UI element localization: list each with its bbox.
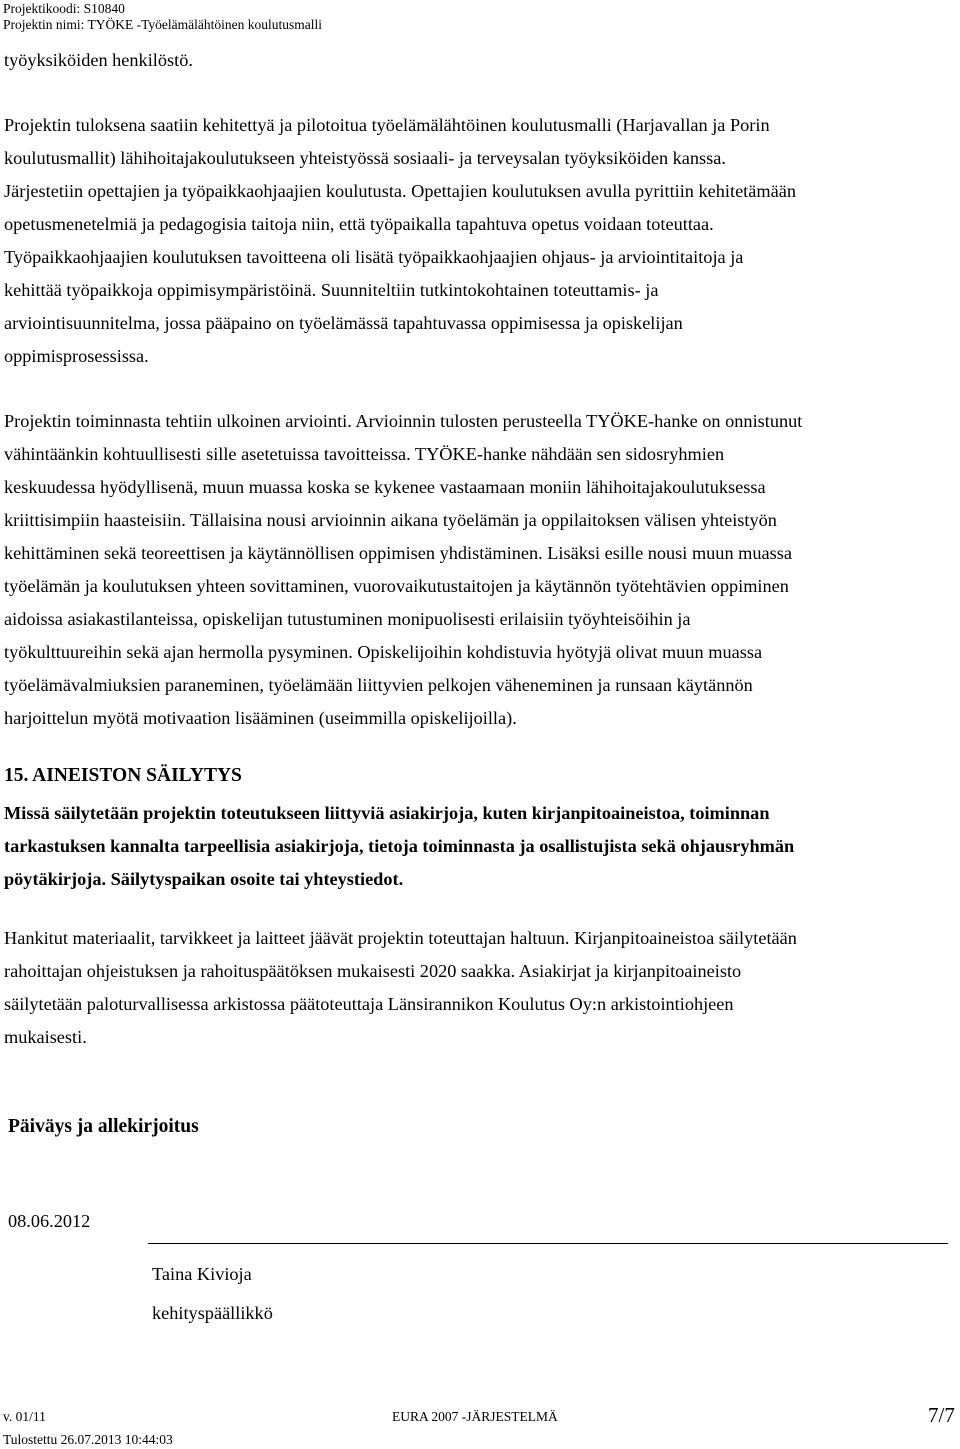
text-line: Hankitut materiaalit, tarvikkeet ja laitteet jäävät projektin toteuttajan haltuun. Kirjanpitoaineistoa säilytetään: [4, 928, 797, 948]
project-code: Projektikoodi: S10840: [3, 1, 125, 16]
text-line: Projektin tuloksena saatiin kehitettyä ja pilotoitua työelämälähtöinen koulutusmalli (Harjavallan ja Porin: [4, 115, 770, 135]
text-line: Projektin toiminnasta tehtiin ulkoinen arviointi. Arvioinnin tulosten perusteella TYÖKE-hanke on onnistunut: [4, 411, 803, 431]
text-line: työelämän ja koulutuksen yhteen sovittaminen, vuorovaikutustaitojen ja käytännön työtehtävien oppiminen: [4, 576, 789, 596]
signature-heading: Päiväys ja allekirjoitus: [8, 1116, 199, 1137]
signature-line: [148, 1243, 948, 1244]
paragraph-results: [4, 109, 956, 373]
section-heading: 15. AINEISTON SÄILYTYS: [4, 765, 242, 786]
text-line: Järjestetiin opettajien ja työpaikkaohjaajien koulutusta. Opettajien koulutuksen avulla pyrittiin kehitetämään: [4, 181, 796, 201]
text-line: koulutusmallit) lähihoitajakoulutukseen yhteistyössä sosiaali- ja terveysalan työyksiköiden kanssa.: [4, 148, 726, 168]
text-line: tarkastuksen kannalta tarpeellisia asiakirjoja, tietoja toiminnasta ja osallistujista sekä ohjausryhmän: [4, 836, 795, 856]
text-line: pöytäkirjoja. Säilytyspaikan osoite tai yhteystiedot.: [4, 869, 404, 889]
text-line: rahoittajan ohjeistuksen ja rahoituspäätöksen mukaisesti 2020 saakka. Asiakirjat ja kirjanpitoaineisto: [4, 961, 742, 981]
text-line: kehittää työpaikkoja oppimisympäristöinä. Suunniteltiin tutkintokohtainen toteuttamis- ja: [4, 280, 659, 300]
text-line: oppimisprosessissa.: [4, 346, 149, 366]
signer-name: Taina Kivioja: [152, 1264, 252, 1284]
text-line: Työpaikkaohjaajien koulutuksen tavoitteena oli lisätä työpaikkaohjaajien ohjaus- ja arviointitaitoja ja: [4, 247, 744, 267]
section-question: [4, 797, 956, 896]
text-line: mukaisesti.: [4, 1027, 87, 1047]
signer-title: kehityspäällikkö: [152, 1303, 273, 1323]
text-line: säilytetään paloturvallisessa arkistossa päätoteuttaja Länsirannikon Koulutus Oy:n arkistointiohjeen: [4, 994, 734, 1014]
project-name: Projektin nimi: TYÖKE -Työelämälähtöinen koulutusmalli: [3, 17, 323, 32]
section-answer: [4, 922, 956, 1054]
text-line: kriittisimpiin haasteisiin. Tällaisina nousi arvioinnin aikana työelämän ja oppilaitoksen välisen yhteistyön: [4, 510, 777, 530]
footer-version: v. 01/11: [3, 1409, 46, 1424]
text-line: työelämävalmiuksien paraneminen, työelämään liittyvien pelkojen väheneminen ja runsaan käytännön: [4, 675, 753, 695]
text-line: vähintäänkin kohtuullisesti sille asetetuissa tavoitteissa. TYÖKE-hanke nähdään sen sidosryhmien: [4, 444, 725, 464]
text-line: kehittäminen sekä teoreettisen ja käytännöllisen oppimisen yhdistäminen. Lisäksi esille nousi muun muassa: [4, 543, 792, 563]
text-line: arviointisuunnitelma, jossa pääpaino on työelämässä tapahtuvassa oppimisessa ja opiskelijan: [4, 313, 683, 333]
paragraph-continuation: [4, 44, 956, 77]
text-line: aidoissa asiakastilanteissa, opiskelijan tutustuminen monipuolisesti erilaisiin työyhteisöihin ja: [4, 609, 691, 629]
text-line: Missä säilytetään projektin toteutukseen liittyviä asiakirjoja, kuten kirjanpitoaineistoa, toiminnan: [4, 803, 770, 823]
text-line: harjoittelun myötä motivaation lisääminen (useimmilla opiskelijoilla).: [4, 708, 517, 728]
signature-date: 08.06.2012: [8, 1211, 91, 1231]
footer-system: EURA 2007 -JÄRJESTELMÄ: [392, 1409, 558, 1424]
paragraph-evaluation: [4, 405, 956, 735]
text-line: työyksiköiden henkilöstö.: [4, 50, 193, 70]
text-line: opetusmenetelmiä ja pedagogisia taitoja niin, että työpaikalla tapahtuva opetus voidaan toteuttaa.: [4, 214, 714, 234]
footer-printed-timestamp: Tulostettu 26.07.2013 10:44:03: [3, 1432, 173, 1447]
footer-page-number: 7/7: [928, 1403, 955, 1427]
text-line: työkulttuureihin sekä ajan hermolla pysyminen. Opiskelijoihin kohdistuvia hyötyjä olivat muun muassa: [4, 642, 763, 662]
text-line: keskuudessa hyödyllisenä, muun muassa koska se kykenee vastaamaan moniin lähihoitajakoulutuksessa: [4, 477, 766, 497]
